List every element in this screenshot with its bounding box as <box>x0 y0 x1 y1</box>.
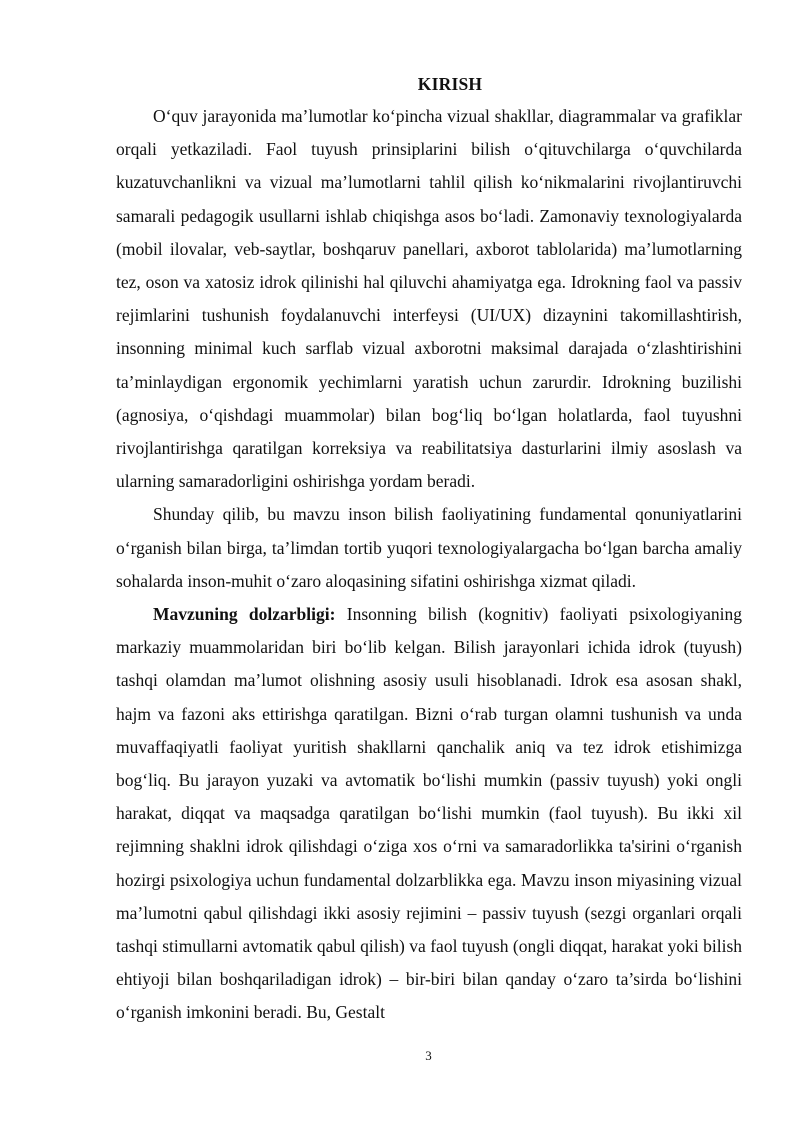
paragraph-text: Insonning bilish (kognitiv) faoliyati psixologiyaning markaziy muammolaridan biri bo‘lib kelgan. Bilish jarayonlari ichida idrok (tuyush) tashqi olamdan ma’lumot olishning asosiy usuli hisoblanadi. Idrok esa asosan shakl, hajm va fazoni aks ettirishga qaratilgan. Bizni o‘rab turgan olamni tushunish va unda muvaffaqiyatli faoliyat yuritish shakllarni qanchalik aniq va tez idrok etishimizga bog‘liq. Bu jarayon yuzaki va avtomatik bo‘lishi mumkin (passiv tuyush) yoki ongli harakat, diqqat va maqsadga qaratilgan bo‘lishi mumkin (faol tuyush). Bu ikki xil rejimning shaklni idrok qilishdagi o‘ziga xos o‘rni va samaradorlikka ta'sirini o‘rganish hozirgi psixologiya uchun fundamental dolzarblikka ega. Mavzu inson miyasining vizual ma’lumotni qabul qilishdagi ikki asosiy rejimini – passiv tuyush (sezgi organlari orqali tashqi stimullarni avtomatik qabul qilish) va faol tuyush (ongli diqqat, harakat yoki bilish ehtiyoji bilan boshqariladigan idrok) – bir-biri bilan qanday o‘zaro ta’sirda bo‘lishini o‘rganish imkonini beradi. Bu, Gestalt <box>116 604 742 1023</box>
paragraph-relevance <box>116 598 742 1030</box>
body-text <box>116 100 742 1030</box>
paragraph-text: O‘quv jarayonida ma’lumotlar ko‘pincha vizual shakllar, diagrammalar va grafiklar orqali yetkaziladi. Faol tuyush prinsiplarini bilish o‘qituvchilarga o‘quvchilarda kuzatuvchanlikni va vizual ma’lumotlarni tahlil qilish ko‘nikmalarini rivojlantiruvchi samarali pedagogik usullarni ishlab chiqishga asos bo‘ladi. Zamonaviy texnologiyalarda (mobil ilovalar, veb-saytlar, boshqaruv panellari, axborot tablolarida) ma’lumotlarning tez, oson va xatosiz idrok qilinishi hal qiluvchi ahamiyatga ega. Idrokning faol va passiv rejimlarini tushunish foydalanuvchi interfeysi (UI/UX) dizaynini takomillashtirish, insonning minimal kuch sarflab vizual axborotni maksimal darajada o‘zlashtirishini ta’minlaydigan ergonomik yechimlarni yaratish uchun zarurdir. Idrokning buzilishi (agnosiya, o‘qishdagi muammolar) bilan bog‘liq bo‘lgan holatlarda, faol tuyushni rivojlantirishga qaratilgan korreksiya va reabilitatsiya dasturlarini ilmiy asoslash va ularning samaradorligini oshirishga yordam beradi. <box>116 106 742 492</box>
paragraph-intro <box>116 100 742 498</box>
page-number: 3 <box>425 1048 432 1063</box>
paragraph-text: Shunday qilib, bu mavzu inson bilish faoliyatining fundamental qonuniyatlarini o‘rganish bilan birga, ta’limdan tortib yuqori texnologiyalargacha bo‘lgan barcha amaliy sohalarda inson-muhit o‘zaro aloqasining sifatini oshirishga xizmat qiladi. <box>116 504 742 591</box>
paragraph-summary <box>116 498 742 598</box>
paragraph-lead: Mavzuning dolzarbligi: <box>153 604 336 625</box>
section-heading: KIRISH <box>417 74 483 94</box>
